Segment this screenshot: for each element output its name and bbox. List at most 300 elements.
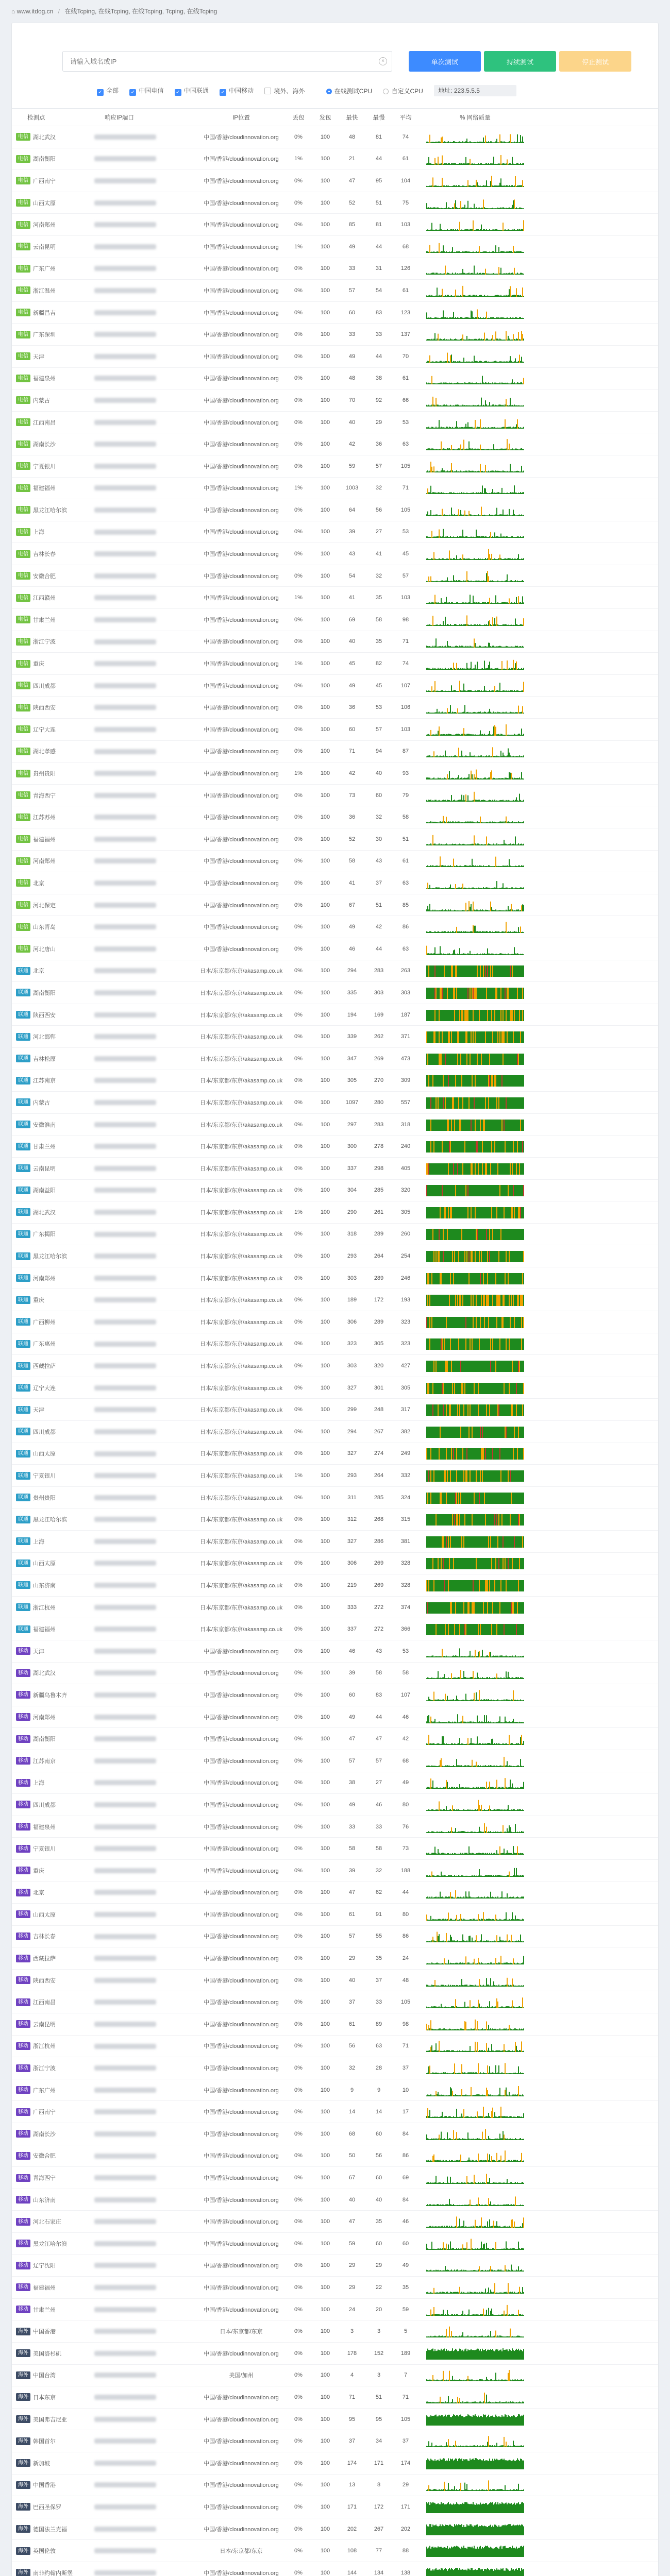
table-row[interactable] <box>12 214 658 236</box>
table-row[interactable] <box>12 2430 658 2452</box>
quality-sparkline <box>426 1162 524 1175</box>
node-cell <box>12 813 89 821</box>
table-row[interactable] <box>12 1860 658 1882</box>
table-row[interactable] <box>12 148 658 171</box>
table-row[interactable] <box>12 2518 658 2540</box>
table-row[interactable] <box>12 2409 658 2431</box>
table-row[interactable] <box>12 762 658 785</box>
table-row[interactable] <box>12 1794 658 1816</box>
table-row[interactable] <box>12 1509 658 1531</box>
table-row[interactable] <box>12 2496 658 2518</box>
quality-sparkline <box>426 241 524 253</box>
sent-cell: 100 <box>320 2196 330 2203</box>
table-row[interactable] <box>12 785 658 807</box>
table-row[interactable] <box>12 389 658 412</box>
ip-cell <box>89 1999 197 2005</box>
ip-cell <box>89 222 197 228</box>
isp-tag: 电信 <box>16 682 30 689</box>
table-row[interactable] <box>12 1750 658 1772</box>
table-row[interactable] <box>12 1574 658 1597</box>
header-node[interactable]: 检测点 <box>27 114 45 121</box>
table-row[interactable] <box>12 2343 658 2365</box>
avg-cell: 315 <box>400 1516 411 1523</box>
table-row[interactable] <box>12 851 658 873</box>
location-cell: 日本/东京都/东京/akasamp.co.uk <box>199 1495 283 1501</box>
location-cell: 中国/香港/cloudinnovation.org <box>204 2460 279 2467</box>
location-cell: 日本/东京都/东京/akasamp.co.uk <box>199 1253 283 1260</box>
ip-cell <box>89 1341 197 1347</box>
ip-blurred <box>94 1956 156 1961</box>
avg-cell: 98 <box>402 2021 409 2027</box>
sent-cell: 100 <box>320 551 330 557</box>
isp-tag: 电信 <box>16 352 30 360</box>
max-cell: 267 <box>374 1428 384 1435</box>
table-row[interactable] <box>12 433 658 455</box>
table-row[interactable] <box>12 1487 658 1509</box>
sent-cell: 100 <box>320 506 330 513</box>
max-cell: 262 <box>374 1033 384 1040</box>
radio-online[interactable] <box>326 87 372 95</box>
ip-cell <box>89 1955 197 1961</box>
ip-blurred <box>94 1583 156 1588</box>
table-row[interactable] <box>12 1926 658 1948</box>
min-cell: 95 <box>348 2416 356 2422</box>
quality-sparkline <box>426 262 524 275</box>
sent-cell: 100 <box>320 1977 330 1984</box>
table-row[interactable] <box>12 1640 658 1663</box>
table-row[interactable] <box>12 1180 658 1202</box>
ip-cell <box>89 814 197 820</box>
location-cell: 中国/香港/cloudinnovation.org <box>204 485 279 492</box>
quality-sparkline <box>426 657 524 670</box>
checkbox-mobile[interactable] <box>220 86 254 96</box>
table-row[interactable] <box>12 1465 658 1487</box>
avg-cell: 63 <box>402 945 409 952</box>
loss-cell: 0% <box>294 682 303 689</box>
table-body <box>12 126 658 2576</box>
node-name: 江苏南京 <box>33 1758 56 1765</box>
header-quality[interactable]: % 网络质量 <box>460 114 491 121</box>
max-cell: 27 <box>375 1780 382 1786</box>
table-row[interactable] <box>12 916 658 938</box>
checkbox-telecom[interactable] <box>129 86 163 96</box>
min-cell: 347 <box>347 1055 357 1062</box>
min-cell: 306 <box>347 1318 357 1325</box>
table-row[interactable] <box>12 1311 658 1333</box>
node-cell <box>12 1076 89 1084</box>
ip-cell <box>89 1670 197 1676</box>
table-row[interactable] <box>12 126 658 148</box>
table-row[interactable] <box>12 609 658 631</box>
avg-cell: 305 <box>400 1209 411 1215</box>
isp-tag: 海外 <box>16 2547 30 2555</box>
isp-tag: 移动 <box>16 1955 30 1962</box>
table-row[interactable] <box>12 1224 658 1246</box>
node-name: 山西太原 <box>33 1911 56 1918</box>
table-row[interactable] <box>12 1048 658 1070</box>
sent-cell: 100 <box>320 924 330 930</box>
location-cell: 日本/东京都/东京 <box>220 2329 263 2335</box>
table-row[interactable] <box>12 1772 658 1794</box>
ip-blurred <box>94 1034 156 1039</box>
min-cell: 290 <box>347 1209 357 1215</box>
table-row[interactable] <box>12 2255 658 2277</box>
table-row[interactable] <box>12 1553 658 1575</box>
sent-cell: 100 <box>320 1033 330 1040</box>
quality-sparkline <box>426 2194 524 2206</box>
table-row[interactable] <box>12 719 658 741</box>
location-cell: 中国/香港/cloudinnovation.org <box>204 617 279 623</box>
breadcrumb: ⌂ www.itdog.cn / 在线Tcping, 在线Tcping, 在线Tcping, Tcping, 在线Tcping <box>11 8 217 15</box>
table-row[interactable] <box>12 2386 658 2409</box>
loss-cell: 0% <box>294 1297 303 1303</box>
table-row[interactable] <box>12 2013 658 2036</box>
ip-blurred <box>94 530 156 535</box>
table-row[interactable] <box>12 1443 658 1465</box>
table-row[interactable] <box>12 1026 658 1048</box>
table-row[interactable] <box>12 741 658 763</box>
min-cell: 4 <box>350 2372 354 2379</box>
node-cell <box>12 1867 89 1875</box>
location-cell: 日本/东京都/东京/akasamp.co.uk <box>199 1429 283 1435</box>
avg-cell: 17 <box>402 2109 409 2115</box>
sent-cell: 100 <box>320 1911 330 1918</box>
ip-blurred <box>94 156 156 161</box>
breadcrumb-item[interactable]: 在线Tcping <box>64 8 95 15</box>
table-row[interactable] <box>12 1991 658 2013</box>
breadcrumb-item[interactable]: Tcping <box>165 8 183 15</box>
max-cell: 298 <box>374 1165 384 1172</box>
ip-cell <box>89 990 197 996</box>
table-row[interactable] <box>12 302 658 324</box>
loss-cell: 0% <box>294 2503 303 2510</box>
table-row[interactable] <box>12 894 658 917</box>
quality-sparkline <box>426 635 524 648</box>
location-cell: 日本/东京都/东京/akasamp.co.uk <box>199 1144 283 1150</box>
table-row[interactable] <box>12 1838 658 1860</box>
node-name: 黑龙江哈尔滨 <box>33 2241 67 2247</box>
table-row[interactable] <box>12 1706 658 1728</box>
radio-custom[interactable] <box>383 87 423 95</box>
table-row[interactable] <box>12 675 658 697</box>
loss-cell: 0% <box>294 1845 303 1852</box>
checkbox-overseas[interactable] <box>264 87 305 95</box>
max-cell: 267 <box>374 2526 384 2532</box>
isp-tag: 电信 <box>16 375 30 382</box>
loss-cell: 0% <box>294 902 303 908</box>
table-row[interactable] <box>12 1004 658 1026</box>
table-row[interactable] <box>12 938 658 960</box>
breadcrumb-home[interactable]: www.itdog.cn <box>16 8 54 15</box>
table-row[interactable] <box>12 2562 658 2576</box>
isp-tag: 电信 <box>16 814 30 821</box>
loss-cell: 0% <box>294 2043 303 2049</box>
loss-cell: 0% <box>294 1538 303 1545</box>
min-cell: 58 <box>348 1845 356 1852</box>
table-row[interactable] <box>12 543 658 565</box>
node-cell <box>12 659 89 668</box>
table-row[interactable] <box>12 2277 658 2299</box>
table-row[interactable] <box>12 806 658 828</box>
sent-cell: 100 <box>320 1933 330 1940</box>
ip-cell <box>89 1122 197 1128</box>
location-cell: 中国/香港/cloudinnovation.org <box>204 244 279 250</box>
breadcrumb-item[interactable]: 在线Tcping <box>187 8 217 15</box>
loss-cell: 0% <box>294 726 303 733</box>
table-row[interactable] <box>12 653 658 675</box>
location-cell: 中国/香港/cloudinnovation.org <box>204 2131 279 2138</box>
table-row[interactable] <box>12 2057 658 2079</box>
checkbox-all[interactable] <box>97 86 119 96</box>
table-row[interactable] <box>12 1882 658 1904</box>
isp-tag: 海外 <box>16 2569 30 2576</box>
table-row[interactable] <box>12 2233 658 2255</box>
node-name: 湖南长沙 <box>33 442 56 448</box>
table-row[interactable] <box>12 1399 658 1421</box>
min-cell: 45 <box>348 660 356 667</box>
table-row[interactable] <box>12 1333 658 1355</box>
table-row[interactable] <box>12 1904 658 1926</box>
check-icon: ✓ <box>220 89 226 96</box>
max-cell: 51 <box>375 199 382 206</box>
loss-cell: 0% <box>294 1955 303 1962</box>
table-row[interactable] <box>12 2036 658 2058</box>
ip-blurred <box>94 2022 156 2027</box>
table-row[interactable] <box>12 631 658 653</box>
ip-blurred <box>94 2351 156 2356</box>
header-loss[interactable]: 丢包 <box>292 114 305 121</box>
ip-cell <box>89 573 197 579</box>
avg-cell: 76 <box>402 1823 409 1830</box>
avg-cell: 48 <box>402 1977 409 1984</box>
table-row[interactable] <box>12 1114 658 1136</box>
node-name: 广西柳州 <box>33 1319 56 1326</box>
search-input[interactable] <box>62 51 392 72</box>
ip-cell <box>89 134 197 140</box>
ip-blurred <box>94 683 156 688</box>
max-cell: 269 <box>374 1560 384 1567</box>
sent-cell: 100 <box>320 2175 330 2181</box>
max-cell: 3 <box>377 2328 381 2335</box>
header-min[interactable]: 最快 <box>346 114 358 121</box>
header-sent[interactable]: 发包 <box>319 114 331 121</box>
ip-blurred <box>94 1495 156 1500</box>
min-cell: 37 <box>348 1999 356 2006</box>
breadcrumb-item[interactable]: 在线Tcping <box>132 8 162 15</box>
table-row[interactable] <box>12 1245 658 1267</box>
table-row[interactable] <box>12 1816 658 1838</box>
table-row[interactable] <box>12 1267 658 1290</box>
isp-tag: 联通 <box>16 1384 30 1392</box>
max-cell: 42 <box>375 924 382 930</box>
table-row[interactable] <box>12 982 658 1004</box>
table-row[interactable] <box>12 2540 658 2562</box>
table-row[interactable] <box>12 170 658 192</box>
table-row[interactable] <box>12 499 658 521</box>
min-cell: 189 <box>347 1297 357 1303</box>
table-row[interactable] <box>12 2189 658 2211</box>
table-row[interactable] <box>12 828 658 851</box>
node-name: 内蒙古 <box>33 397 50 404</box>
node-cell <box>12 2130 89 2138</box>
min-cell: 40 <box>348 638 356 645</box>
table-row[interactable] <box>12 1684 658 1706</box>
table-row[interactable] <box>12 1947 658 1970</box>
table-row[interactable] <box>12 2475 658 2497</box>
location-cell: 中国/香港/cloudinnovation.org <box>204 1911 279 1918</box>
table-row[interactable] <box>12 1618 658 1640</box>
ip-blurred <box>94 1934 156 1939</box>
node-cell <box>12 1055 89 1063</box>
max-cell: 44 <box>375 1714 382 1720</box>
avg-cell: 51 <box>402 836 409 842</box>
table-row[interactable] <box>12 1597 658 1619</box>
isp-tag: 电信 <box>16 616 30 623</box>
table-row[interactable] <box>12 872 658 894</box>
ip-cell <box>89 1450 197 1456</box>
loss-cell: 0% <box>294 1450 303 1457</box>
max-cell: 32 <box>375 814 382 821</box>
table-row[interactable] <box>12 1970 658 1992</box>
table-row[interactable] <box>12 2123 658 2145</box>
header-location[interactable]: IP位置 <box>232 114 250 121</box>
table-row[interactable] <box>12 2299 658 2321</box>
avg-cell: 323 <box>400 1318 411 1325</box>
avg-cell: 93 <box>402 770 409 777</box>
quality-sparkline <box>426 1294 524 1306</box>
sent-cell: 100 <box>320 1999 330 2006</box>
loss-cell: 0% <box>294 1780 303 1786</box>
table-row[interactable] <box>12 960 658 982</box>
location-cell: 中国/香港/cloudinnovation.org <box>204 2526 279 2533</box>
table-row[interactable] <box>12 2211 658 2233</box>
node-cell <box>12 1274 89 1282</box>
table-row[interactable] <box>12 236 658 258</box>
table-row[interactable] <box>12 1728 658 1750</box>
loss-cell: 0% <box>294 638 303 645</box>
avg-cell: 5 <box>404 2328 408 2335</box>
table-row[interactable] <box>12 346 658 368</box>
table-row[interactable] <box>12 1201 658 1224</box>
table-row[interactable] <box>12 1289 658 1311</box>
avg-cell: 174 <box>400 2460 411 2466</box>
loss-cell: 0% <box>294 463 303 469</box>
avg-cell: 240 <box>400 1143 411 1150</box>
header-max[interactable]: 最慢 <box>373 114 385 121</box>
table-row[interactable] <box>12 368 658 390</box>
node-cell <box>12 1164 89 1173</box>
table-row[interactable] <box>12 1421 658 1443</box>
table-row[interactable] <box>12 1531 658 1553</box>
loss-cell: 0% <box>294 1011 303 1018</box>
table-row[interactable] <box>12 2079 658 2102</box>
ip-blurred <box>94 2065 156 2071</box>
ip-blurred <box>94 2197 156 2202</box>
max-cell: 35 <box>375 638 382 645</box>
location-cell: 中国/香港/cloudinnovation.org <box>204 2438 279 2445</box>
location-cell: 中国/香港/cloudinnovation.org <box>204 2175 279 2182</box>
table-row[interactable] <box>12 455 658 478</box>
table-row[interactable] <box>12 2452 658 2475</box>
table-row[interactable] <box>12 324 658 346</box>
ip-blurred <box>94 639 156 645</box>
clear-icon[interactable]: × <box>379 57 387 65</box>
table-row[interactable] <box>12 565 658 587</box>
table-row[interactable] <box>12 1663 658 1685</box>
checkbox-unicom[interactable] <box>175 86 209 96</box>
quality-sparkline <box>426 570 524 582</box>
min-cell: 299 <box>347 1406 357 1413</box>
min-cell: 144 <box>347 2569 357 2576</box>
table-row[interactable] <box>12 258 658 280</box>
table-row[interactable] <box>12 2101 658 2123</box>
min-cell: 49 <box>348 924 356 930</box>
table-row[interactable] <box>12 2365 658 2387</box>
table-row[interactable] <box>12 192 658 214</box>
location-cell: 中国/香港/cloudinnovation.org <box>204 946 279 953</box>
avg-cell: 87 <box>402 748 409 755</box>
ip-cell <box>89 1692 197 1698</box>
quality-sparkline <box>426 1206 524 1218</box>
avg-cell: 105 <box>400 463 411 469</box>
max-cell: 45 <box>375 682 382 689</box>
continuous-test-button[interactable]: 持续测试 <box>484 51 556 72</box>
table-row[interactable] <box>12 280 658 302</box>
loss-cell: 0% <box>294 1977 303 1984</box>
max-cell: 285 <box>374 1187 384 1194</box>
loss-cell: 0% <box>294 2328 303 2335</box>
ip-blurred <box>94 1715 156 1720</box>
node-cell <box>12 1998 89 2006</box>
table-row[interactable] <box>12 2145 658 2167</box>
header-avg[interactable]: 平均 <box>399 114 412 121</box>
quality-sparkline <box>426 2238 524 2250</box>
table-row[interactable] <box>12 697 658 719</box>
table-row[interactable] <box>12 1355 658 1377</box>
location-cell: 中国/香港/cloudinnovation.org <box>204 134 279 141</box>
breadcrumb-item[interactable]: 在线Tcping <box>98 8 129 15</box>
ip-field[interactable]: 地址: 223.5.5.5 <box>434 85 516 96</box>
loss-cell: 0% <box>294 616 303 623</box>
sent-cell: 100 <box>320 309 330 316</box>
node-cell <box>12 1494 89 1502</box>
loss-cell: 0% <box>294 1933 303 1940</box>
isp-tag: 移动 <box>16 1933 30 1940</box>
table-row[interactable] <box>12 1158 658 1180</box>
ip-cell <box>89 638 197 645</box>
table-row[interactable] <box>12 521 658 544</box>
table-row[interactable] <box>12 1092 658 1114</box>
header-ip[interactable]: 响应IP端口 <box>105 114 134 121</box>
table-row[interactable] <box>12 478 658 500</box>
table-row[interactable] <box>12 412 658 434</box>
node-name: 湖南长沙 <box>33 2131 56 2138</box>
table-row[interactable] <box>12 587 658 609</box>
table-row[interactable] <box>12 2167 658 2189</box>
table-row[interactable] <box>12 1377 658 1399</box>
table-row[interactable] <box>12 1136 658 1158</box>
node-cell <box>12 1888 89 1896</box>
ip-cell <box>89 836 197 842</box>
max-cell: 94 <box>375 748 382 755</box>
single-test-button[interactable]: 单次测试 <box>409 51 481 72</box>
node-name: 河北保定 <box>33 902 56 909</box>
ip-cell <box>89 1626 197 1632</box>
min-cell: 294 <box>347 968 357 974</box>
table-row[interactable] <box>12 2320 658 2343</box>
table-row[interactable] <box>12 1070 658 1092</box>
stop-test-button[interactable]: 停止测试 <box>559 51 631 72</box>
